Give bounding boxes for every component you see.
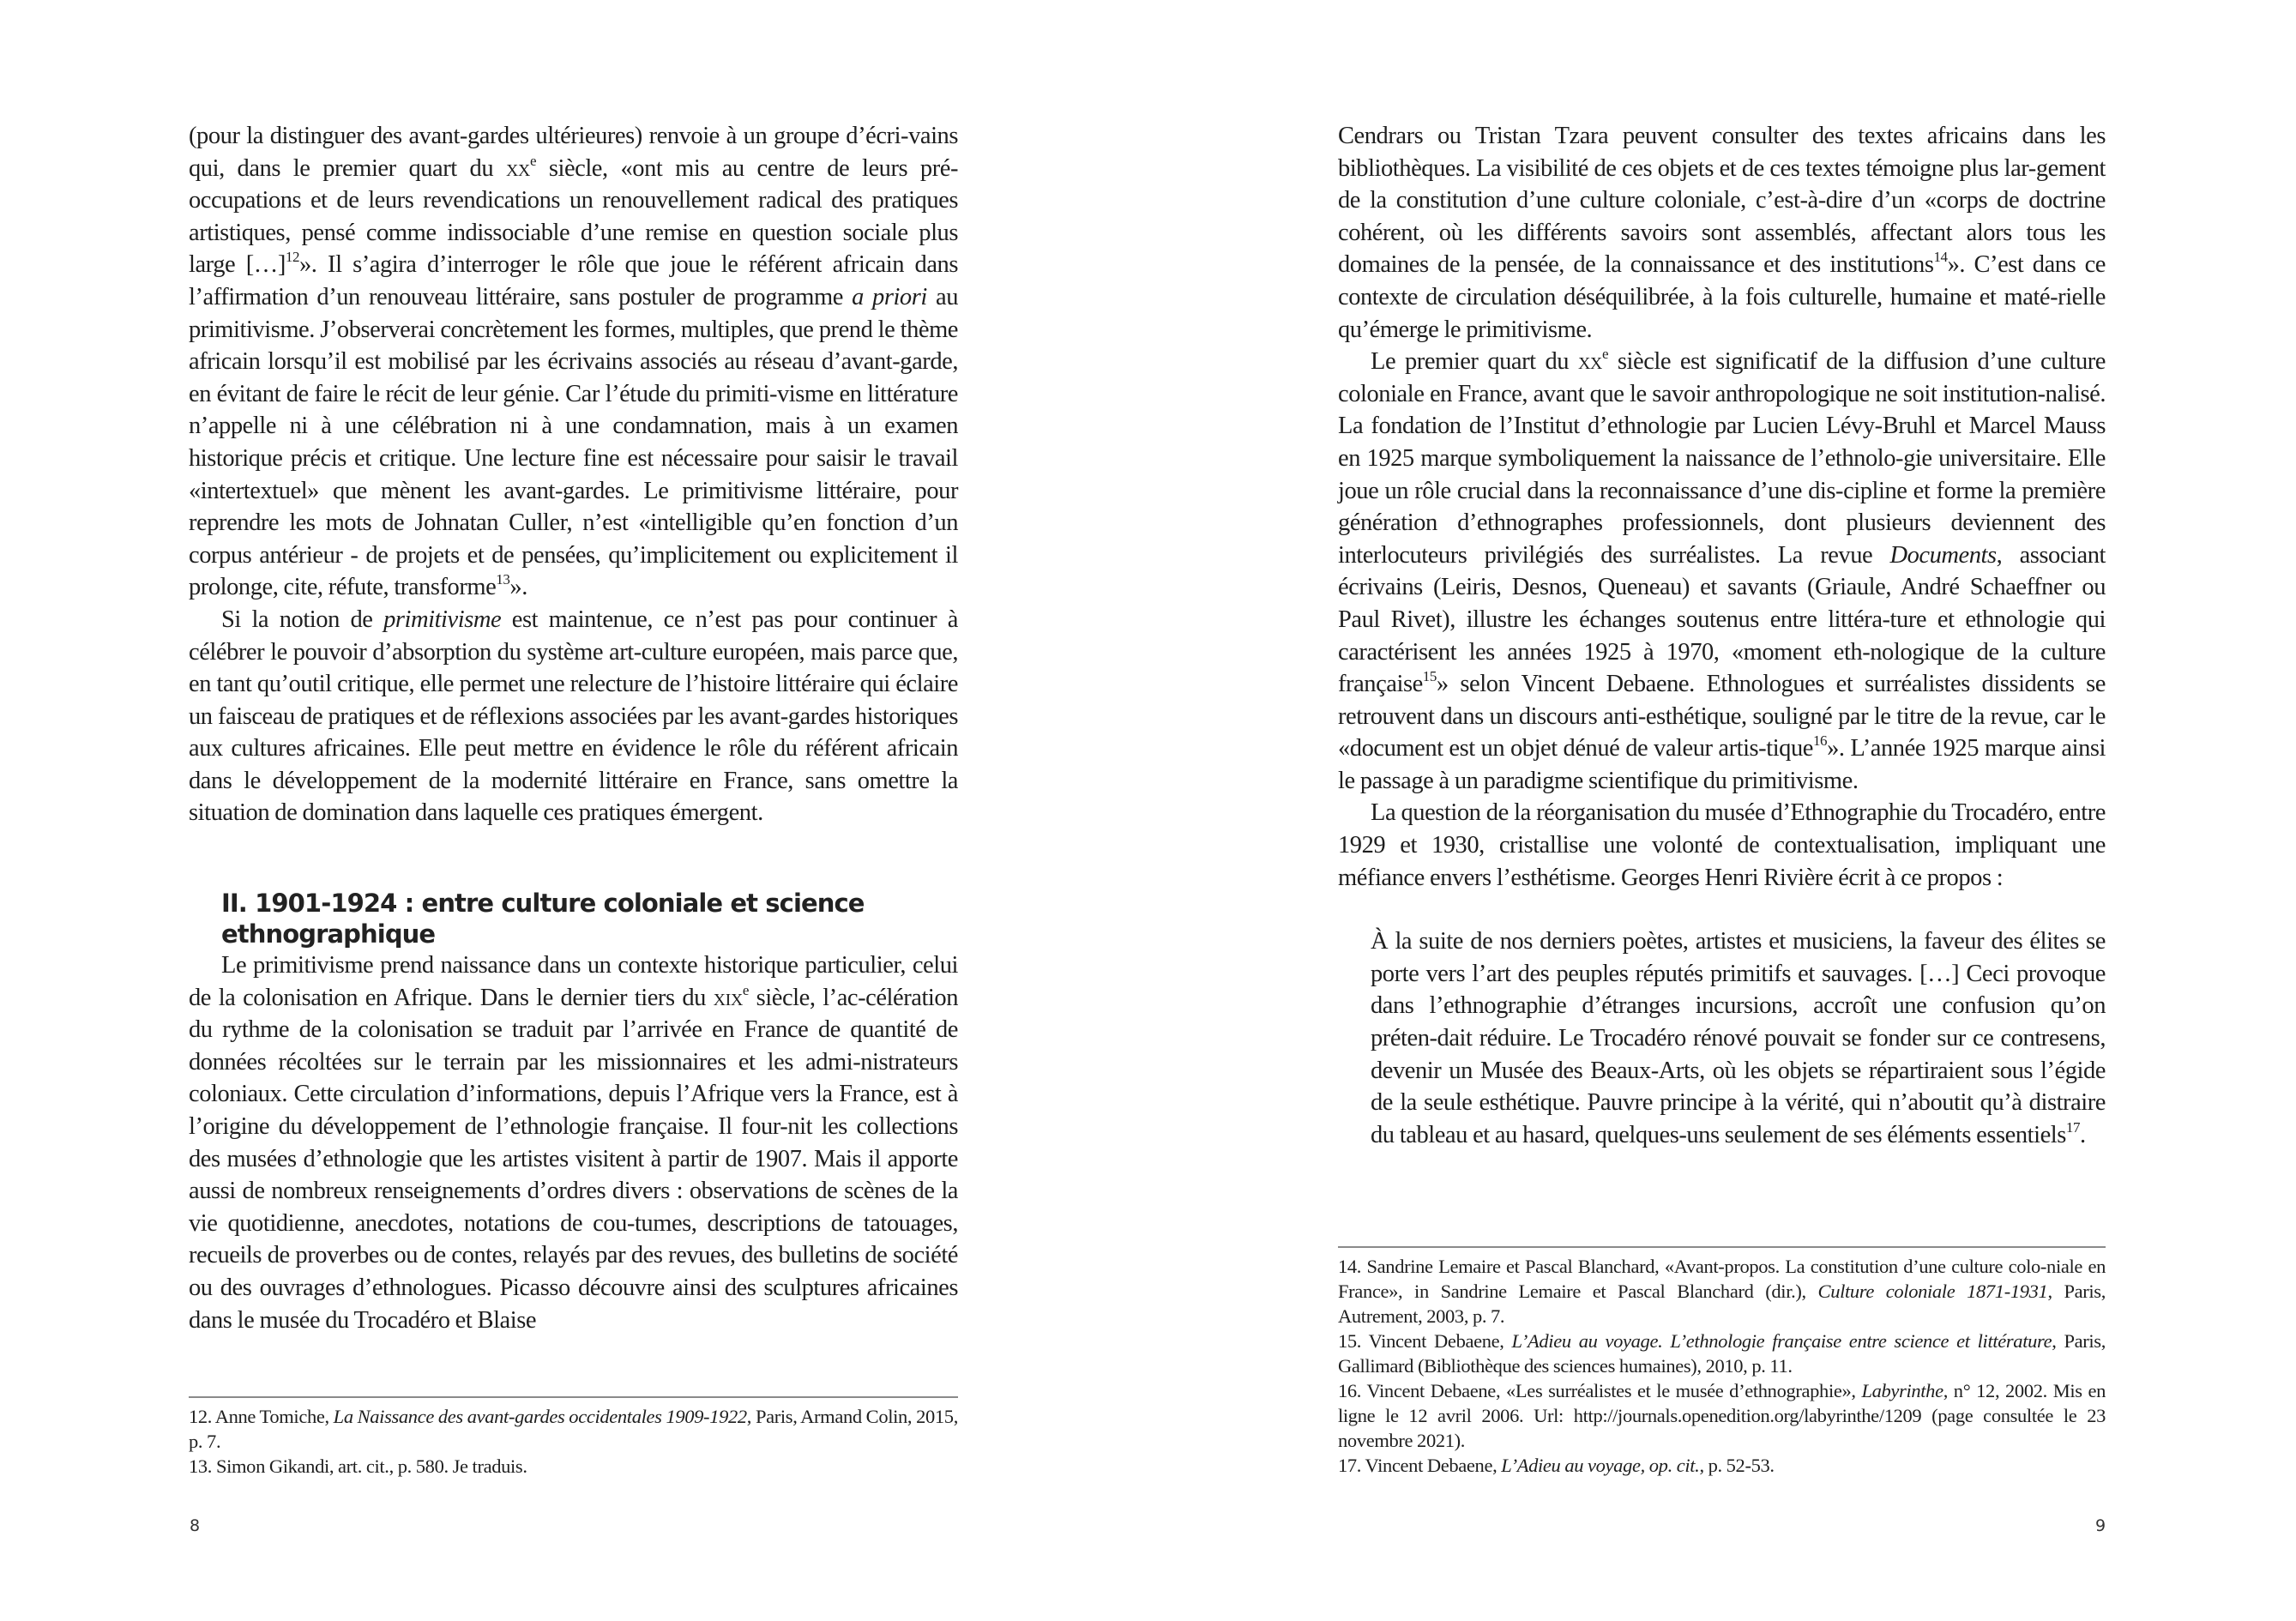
small-caps-text: xx [1577, 348, 1602, 376]
text-run: , Paris, Autrement, 2003, p. 7. [1338, 1281, 2106, 1327]
text-run: siècle, «ont mis au centre de leurs pré-occupations et de leurs revendications un renouvellement radical des pratiques artistiques, pensé comme indissociable d’une remise en question sociale plus large […] [189, 154, 958, 279]
italic-text: L’Adieu au voyage, op. cit. [1501, 1455, 1700, 1476]
footnote-14 [1338, 1254, 2106, 1329]
small-caps-text: xix [713, 984, 743, 1011]
footnote-divider [189, 1396, 958, 1398]
section-heading-line-1: II. 1901-1924 : entre culture coloniale et science [221, 889, 865, 919]
paragraph [189, 120, 958, 604]
text-run: siècle, l’ac-célération du rythme de la colonisation se traduit par l’arrivée en France de quantité de données récoltées sur le terrain par les missionnaires et les admi-nistrateurs coloniaux. Cette circulation d’informations, depuis l’Afrique vers la France, est à l’origine du développement de l’ethnologie française. Il four-nit les collections des musées d’ethnologie que les artistes visitent à partir de 1907. Mais il apporte aussi de nombreux renseignements d’ordres divers : observations de scènes de la vie quotidienne, anecdotes, notations de cou-tumes, descriptions de tatouages, recueils de proverbes ou de contes, relayés par des revues, des bulletins de société ou des ouvrages d’ethnologues. Picasso découvre ainsi des sculptures africaines dans le musée du Trocadéro et Blaise [189, 984, 958, 1334]
section-heading-line-2: ethnographique [221, 919, 436, 949]
italic-text: a priori [852, 283, 927, 310]
text-run: Si la notion de [221, 606, 384, 633]
paragraph [1338, 346, 2106, 797]
text-run: 12. Anne Tomiche, [189, 1406, 334, 1427]
text-run: 14. Sandrine Lemaire et Pascal Blanchard, «Avant-propos. La constitution d’une culture colo-niale en France», in Sandrine Lemaire et Pascal Blanchard (dir.), [1338, 1256, 2106, 1302]
footnotes [1338, 1254, 2106, 1478]
text-run: 15. Vincent Debaene, [1338, 1330, 1512, 1352]
superscript: e [742, 981, 749, 998]
text-run: ». L’année 1925 marque ainsi le passage à un paradigme scientifique du primitivisme. [1338, 735, 2106, 794]
blockquote [1338, 925, 2106, 1151]
italic-text: primitivisme [383, 606, 502, 633]
italic-text: L’Adieu au voyage. L’ethnologie française entre science et littérature [1511, 1330, 2052, 1352]
text-run: ». C’est dans ce contexte de circulation déséquilibrée, à la fois culturelle, humaine et maté-rielle qu’émerge le primitivisme. [1338, 251, 2106, 343]
right-page-body [1338, 120, 2106, 1151]
section-heading [189, 888, 958, 949]
footnote-16 [1338, 1378, 2106, 1453]
text-run: 17. Vincent Debaene, [1338, 1455, 1502, 1476]
superscript: 17 [2065, 1118, 2081, 1136]
page-number: 8 [190, 1516, 201, 1535]
text-run: Cendrars ou Tristan Tzara peuvent consulter des textes africains dans les bibliothèques. La visibilité de ces objets et de ces textes témoigne plus lar-gement de la constitution d’une culture coloniale, c’est-à-dire d’un «corps de doctrine cohérent, où les différents savoirs sont assemblés, affectant alors tous les domaines de la pensée, de la connaissance et des institutions [1338, 123, 2106, 279]
text-run: Le premier quart du [1371, 348, 1578, 376]
text-run: , n° 12, 2002. Mis en ligne le 12 avril 2006. Url: http://journals.openedition.org/labyrinthe/1209 (page consultée le 23 novembre 2021). [1338, 1380, 2106, 1451]
italic-text: Labyrinthe [1861, 1380, 1943, 1401]
footnote-divider [1338, 1246, 2106, 1248]
footnote-12 [189, 1404, 958, 1454]
footnote-17 [1338, 1453, 2106, 1478]
footnotes [189, 1404, 958, 1479]
superscript: e [1601, 346, 1609, 363]
page-number: 9 [2095, 1516, 2106, 1535]
left-page-body [189, 120, 958, 1336]
italic-text: Documents [1889, 541, 1997, 569]
text-run: , p. 52-53. [1699, 1455, 1775, 1476]
paragraph [189, 604, 958, 829]
superscript: 12 [285, 249, 299, 266]
small-caps-text: xx [505, 154, 530, 182]
superscript: 15 [1422, 668, 1437, 685]
text-run: ». [509, 574, 527, 601]
footnote-13 [189, 1454, 958, 1479]
text-run: au primitivisme. J’observerai concrètement les formes, multiples, que prend le thème africain lorsqu’il est mobilisé par les écrivains associés au réseau d’avant-garde, en évitant de faire le récit de leur génie. Car l’étude du primiti-visme en littérature n’appelle ni à une célébration ni à une condamnation, mais à un examen historique précis et critique. Une lecture fine est nécessaire pour saisir le travail «intertextuel» que mènent les avant-gardes. Le primitivisme littéraire, pour reprendre les mots de Johnatan Culler, n’est «intelligible qu’en fonction d’un corpus antérieur - de projets et de pensées, qu’implicitement ou explicitement il prolonge, cite, réfute, transforme [189, 283, 958, 601]
text-run: ». Il s’agira d’interroger le rôle que joue le référent africain dans l’affirmation d’un renouveau littéraire, sans postuler de programme [189, 251, 958, 310]
text-run: (pour la distinguer des avant-gardes ultérieures) renvoie à un groupe d’écri-vains qui, dans le premier quart du [189, 123, 958, 182]
superscript: e [529, 152, 537, 169]
superscript: 16 [1812, 732, 1828, 750]
footnote-15 [1338, 1329, 2106, 1378]
paragraph [1338, 120, 2106, 346]
paragraph [189, 949, 958, 1336]
text-run: est maintenue, ce n’est pas pour continuer à célébrer le pouvoir d’absorption du système art-culture européen, mais parce que, en tant qu’outil critique, elle permet une relecture de l’histoire littéraire qui éclaire un faisceau de pratiques et de réflexions associées par les avant-gardes historiques aux cultures africaines. Elle peut mettre en évidence le rôle du référent africain dans le développement de la modernité littéraire en France, sans omettre la situation de domination dans laquelle ces pratiques émergent. [189, 606, 959, 827]
text-run: . [2080, 1121, 2086, 1148]
text-run: siècle est significatif de la diffusion d’une culture coloniale en France, avant que le savoir anthropologique ne soit institution-nalisé. La fondation de l’Institut d’ethnologie par Lucien Lévy-Bruhl et Marcel Mauss en 1925 marque symboliquement la naissance de l’ethnolo-gie universitaire. Elle joue un rôle crucial dans la reconnaissance d’une dis-cipline et forme la première génération d’ethnographes professionnels, dont plusieurs deviennent des interlocuteurs privilégiés des surréalistes. La revue [1338, 348, 2106, 569]
italic-text: La Naissance des avant-gardes occidentales 1909-1922 [333, 1406, 747, 1427]
text-run: , associant écrivains (Leiris, Desnos, Queneau) et savants (Griaule, André Schaeffner ou Paul Rivet), illustre les échanges soutenus entre littéra-ture et ethnologie qui caractérisent les années 1925 à 1970, «moment eth-nologique de la culture française [1338, 541, 2106, 698]
text-run: 16. Vincent Debaene, «Les surréalistes et le musée d’ethnographie», [1338, 1380, 1862, 1401]
text-run: À la suite de nos derniers poètes, artistes et musiciens, la faveur des élites se porte vers l’art des peuples réputés primitifs et sauvages. […] Ceci provoque dans l’ethnographie d’étranges incursions, accroît une confusion qu’on préten-dait réduire. Le Trocadéro rénové pouvait se fonder sur ce contresens, devenir un Musée des Beaux-Arts, où les objets se répartiraient sous l’égide de la seule esthétique. Pauvre principe à la vérité, qui n’aboutit qu’à distraire du tableau et au hasard, quelques-uns seulement de ses éléments essentiels [1371, 928, 2106, 1148]
text-run: La question de la réorganisation du musée d’Ethnographie du Trocadéro, entre 1929 et 1930, cristallise une volonté de contextualisation, impliquant une méfiance envers l’esthétisme. Georges Henri Rivière écrit à ce propos : [1338, 799, 2106, 891]
text-run: 13. Simon Gikandi, art. cit., p. 580. Je traduis. [189, 1455, 527, 1477]
text-run: , Paris, Armand Colin, 2015, p. 7. [189, 1406, 958, 1452]
superscript: 13 [496, 571, 510, 588]
text-run: , Paris, Gallimard (Bibliothèque des sciences humaines), 2010, p. 11. [1338, 1330, 2106, 1377]
text-run: » selon Vincent Debaene. Ethnologues et surréalistes dissidents se retrouvent dans un discours anti-esthétique, souligné par le titre de la revue, car le «document est un objet dénué de valeur artis-tique [1338, 671, 2106, 762]
italic-text: Culture coloniale 1871-1931 [1817, 1281, 2048, 1302]
text-run: Le primitivisme prend naissance dans un contexte historique particulier, celui de la colonisation en Afrique. Dans le dernier tiers du [189, 952, 958, 1011]
paragraph [1338, 797, 2106, 894]
superscript: 14 [1933, 249, 1948, 266]
